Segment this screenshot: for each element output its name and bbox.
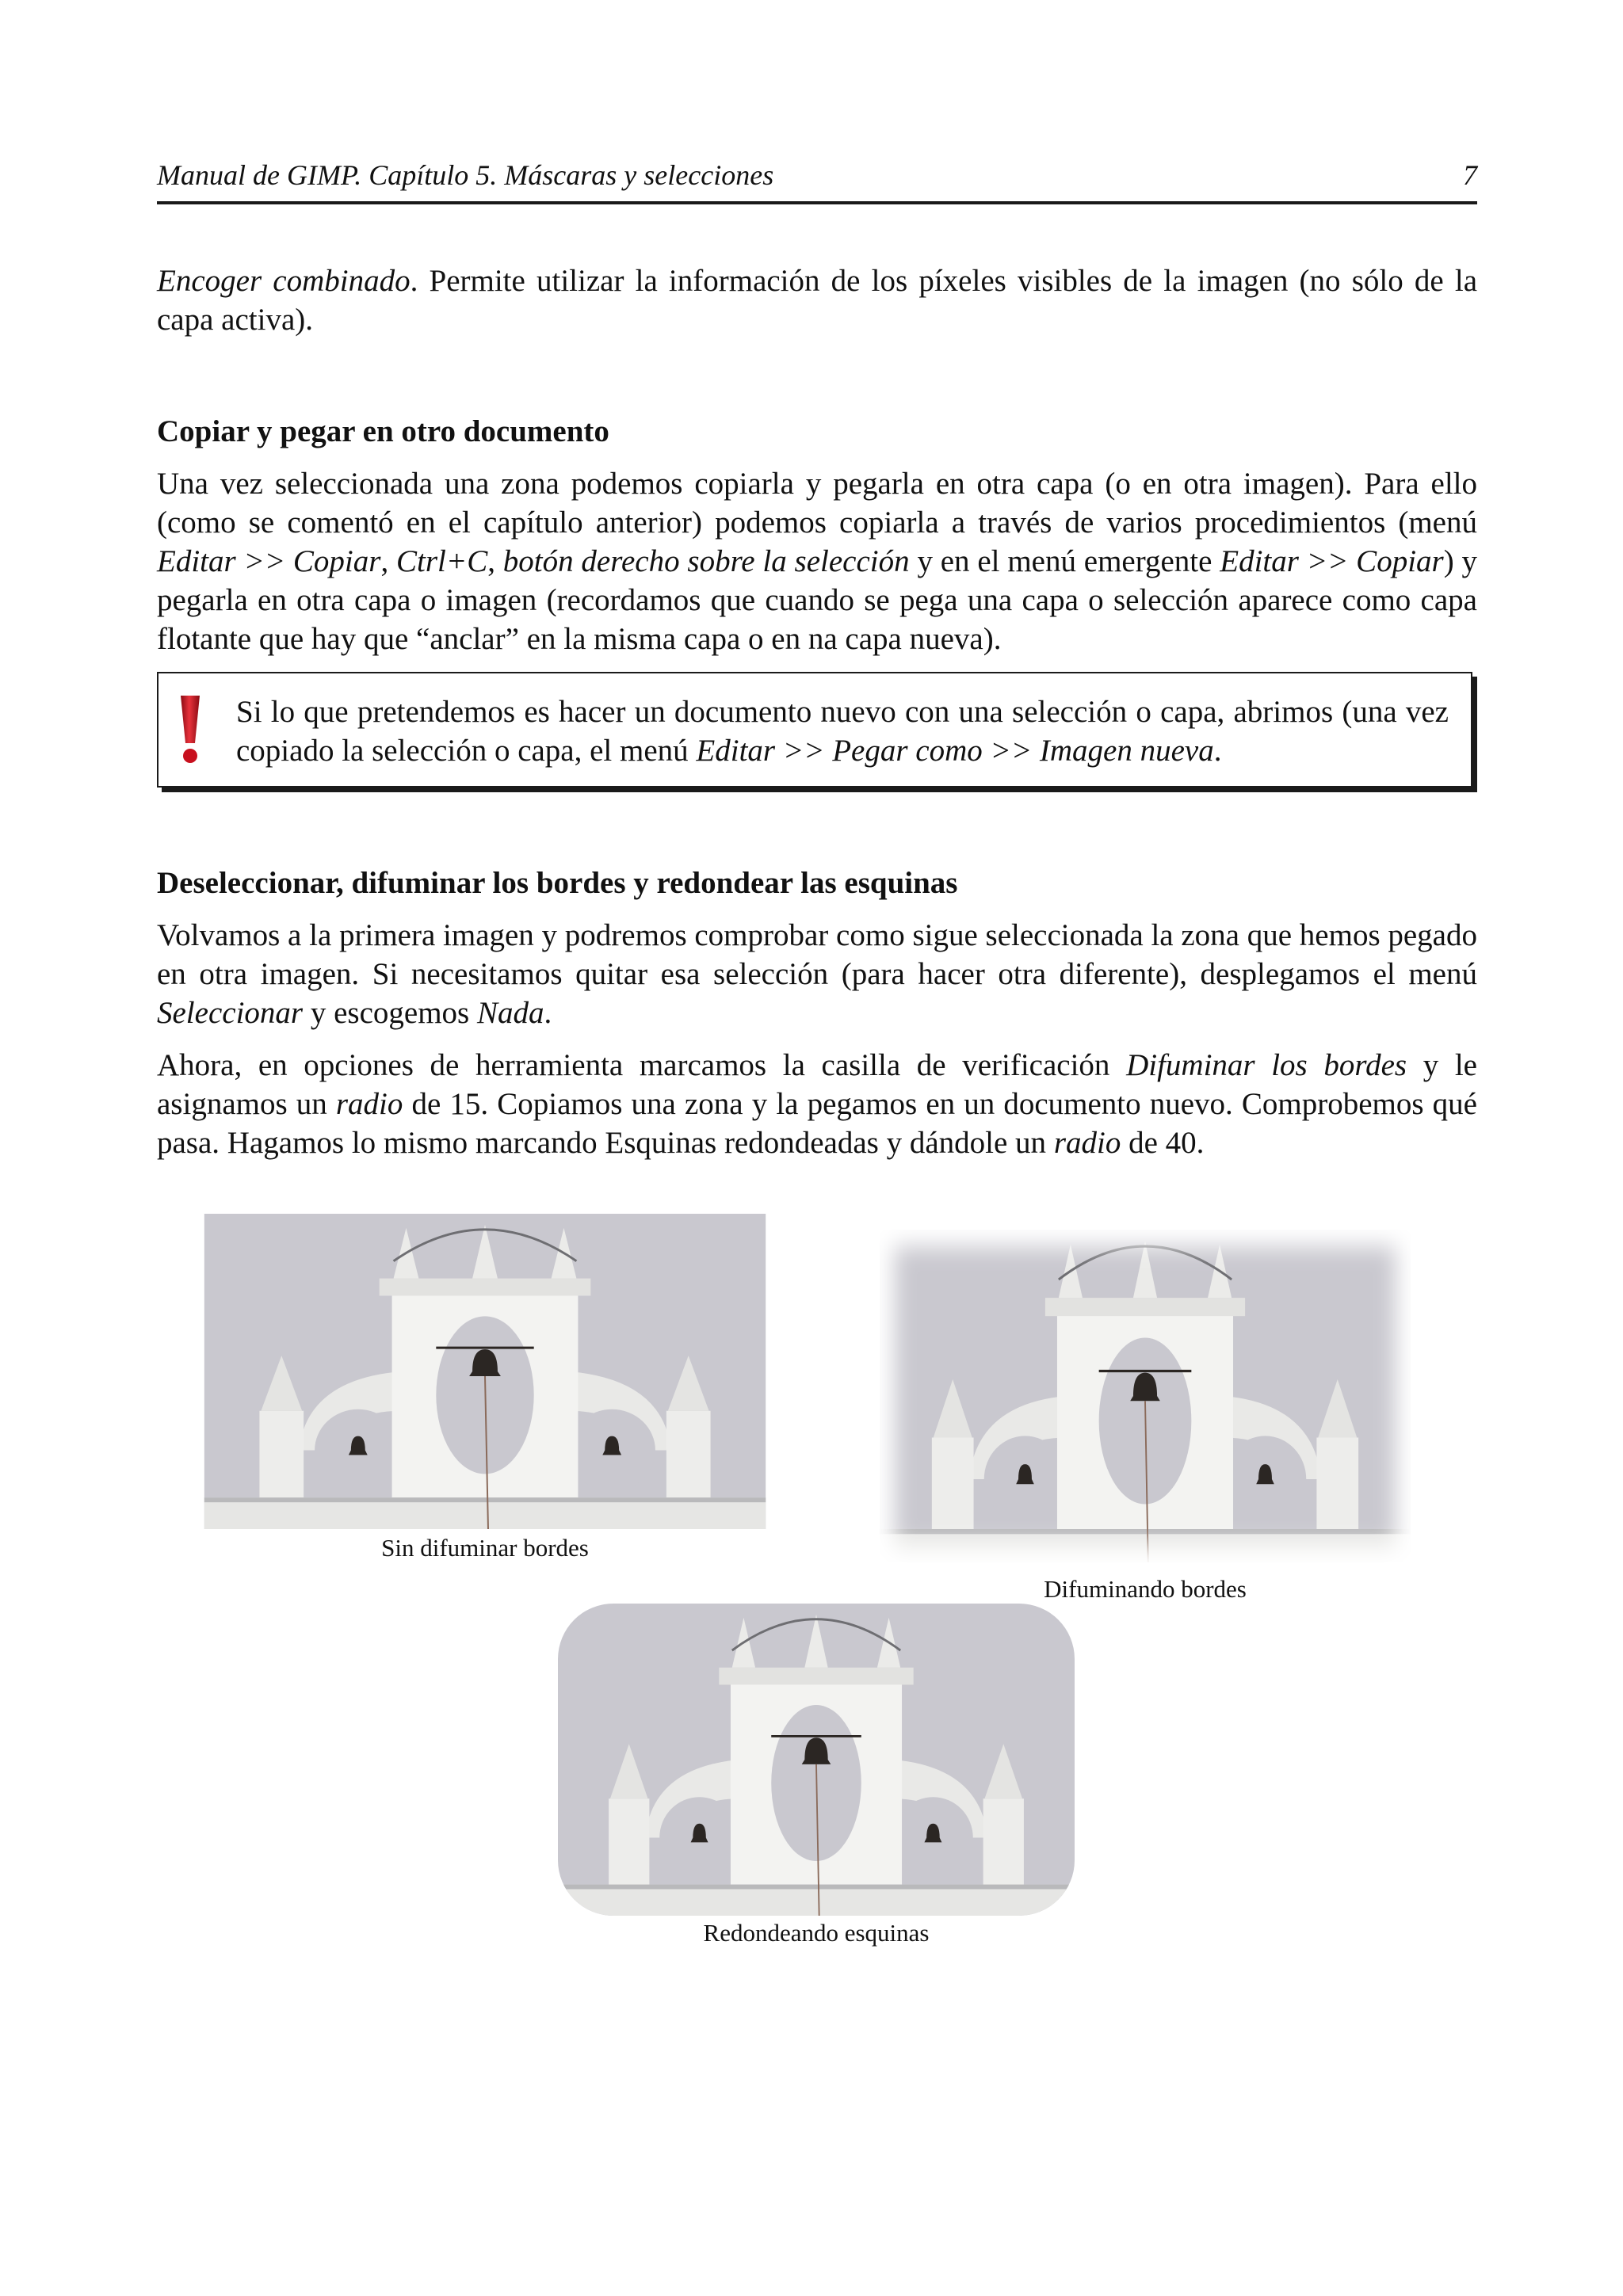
figure-sin-difuminar [203, 1214, 767, 1529]
intro-paragraph [157, 261, 1477, 339]
caption-sin-difuminar: Sin difuminar bordes [381, 1534, 589, 1562]
section2-paragraph-1: Volvamos a la primera imagen y podremos comprobar como sigue seleccionada la zona que hemos pegado en otra imagen. Si necesitamos quitar esa selección (para hacer otra diferente), desplegamos el menú Seleccionar y escogemos Nada. [157, 918, 1477, 1030]
belfry-image [203, 1214, 767, 1529]
note-box [157, 672, 1472, 788]
page-header [157, 155, 1477, 204]
note-text: Si lo que pretendemos es hacer un documento nuevo con una selección o capa, abrimos (una vez copiado la selección o capa, el menú Editar >> Pegar como >> Imagen nueva. [236, 695, 1449, 768]
intro-term: Encoger combinado [157, 264, 411, 298]
caption-redondeando: Redondeando esquinas [703, 1919, 930, 1947]
exclamation-icon [174, 694, 206, 765]
header-title: Manual de GIMP. Capítulo 5. Máscaras y selecciones [157, 159, 774, 191]
intro-text: . Permite utilizar la información de los píxeles visibles de la imagen (no sólo de la capa activa). [157, 264, 1477, 337]
page-number: 7 [1463, 159, 1477, 191]
section1-paragraph: Una vez seleccionada una zona podemos copiarla y pegarla en otra capa (o en otra imagen). Para ello (como se comentó en el capítulo anterior) podemos copiarla a través de varios procedimientos (menú Editar >> Copiar, Ctrl+C, botón derecho sobre la selección y en el menú emergente Editar >> Copiar) y pegarla en otra capa o imagen (recordamos que cuando se pega una capa o selección aparece como capa flotante que hay que “anclar” en la misma capa o en na capa nueva). [157, 467, 1478, 656]
figure-redondeando [558, 1604, 1075, 1916]
figure-difuminando [880, 1230, 1411, 1562]
belfry-image-rounded [558, 1604, 1075, 1916]
caption-difuminando: Difuminando bordes [1044, 1575, 1247, 1603]
section-heading-copiar: Copiar y pegar en otro documento [157, 414, 609, 448]
belfry-image-feathered [880, 1230, 1411, 1562]
section-heading-deseleccionar: Deseleccionar, difuminar los bordes y redondear las esquinas [157, 866, 958, 900]
section2-paragraph-2: Ahora, en opciones de herramienta marcamos la casilla de verificación Difuminar los bordes y le asignamos un radio de 15. Copiamos una zona y la pegamos en un documento nuevo. Comprobemos qué pasa. Hagamos lo mismo marcando Esquinas redondeadas y dándole un radio de 40. [157, 1048, 1477, 1160]
